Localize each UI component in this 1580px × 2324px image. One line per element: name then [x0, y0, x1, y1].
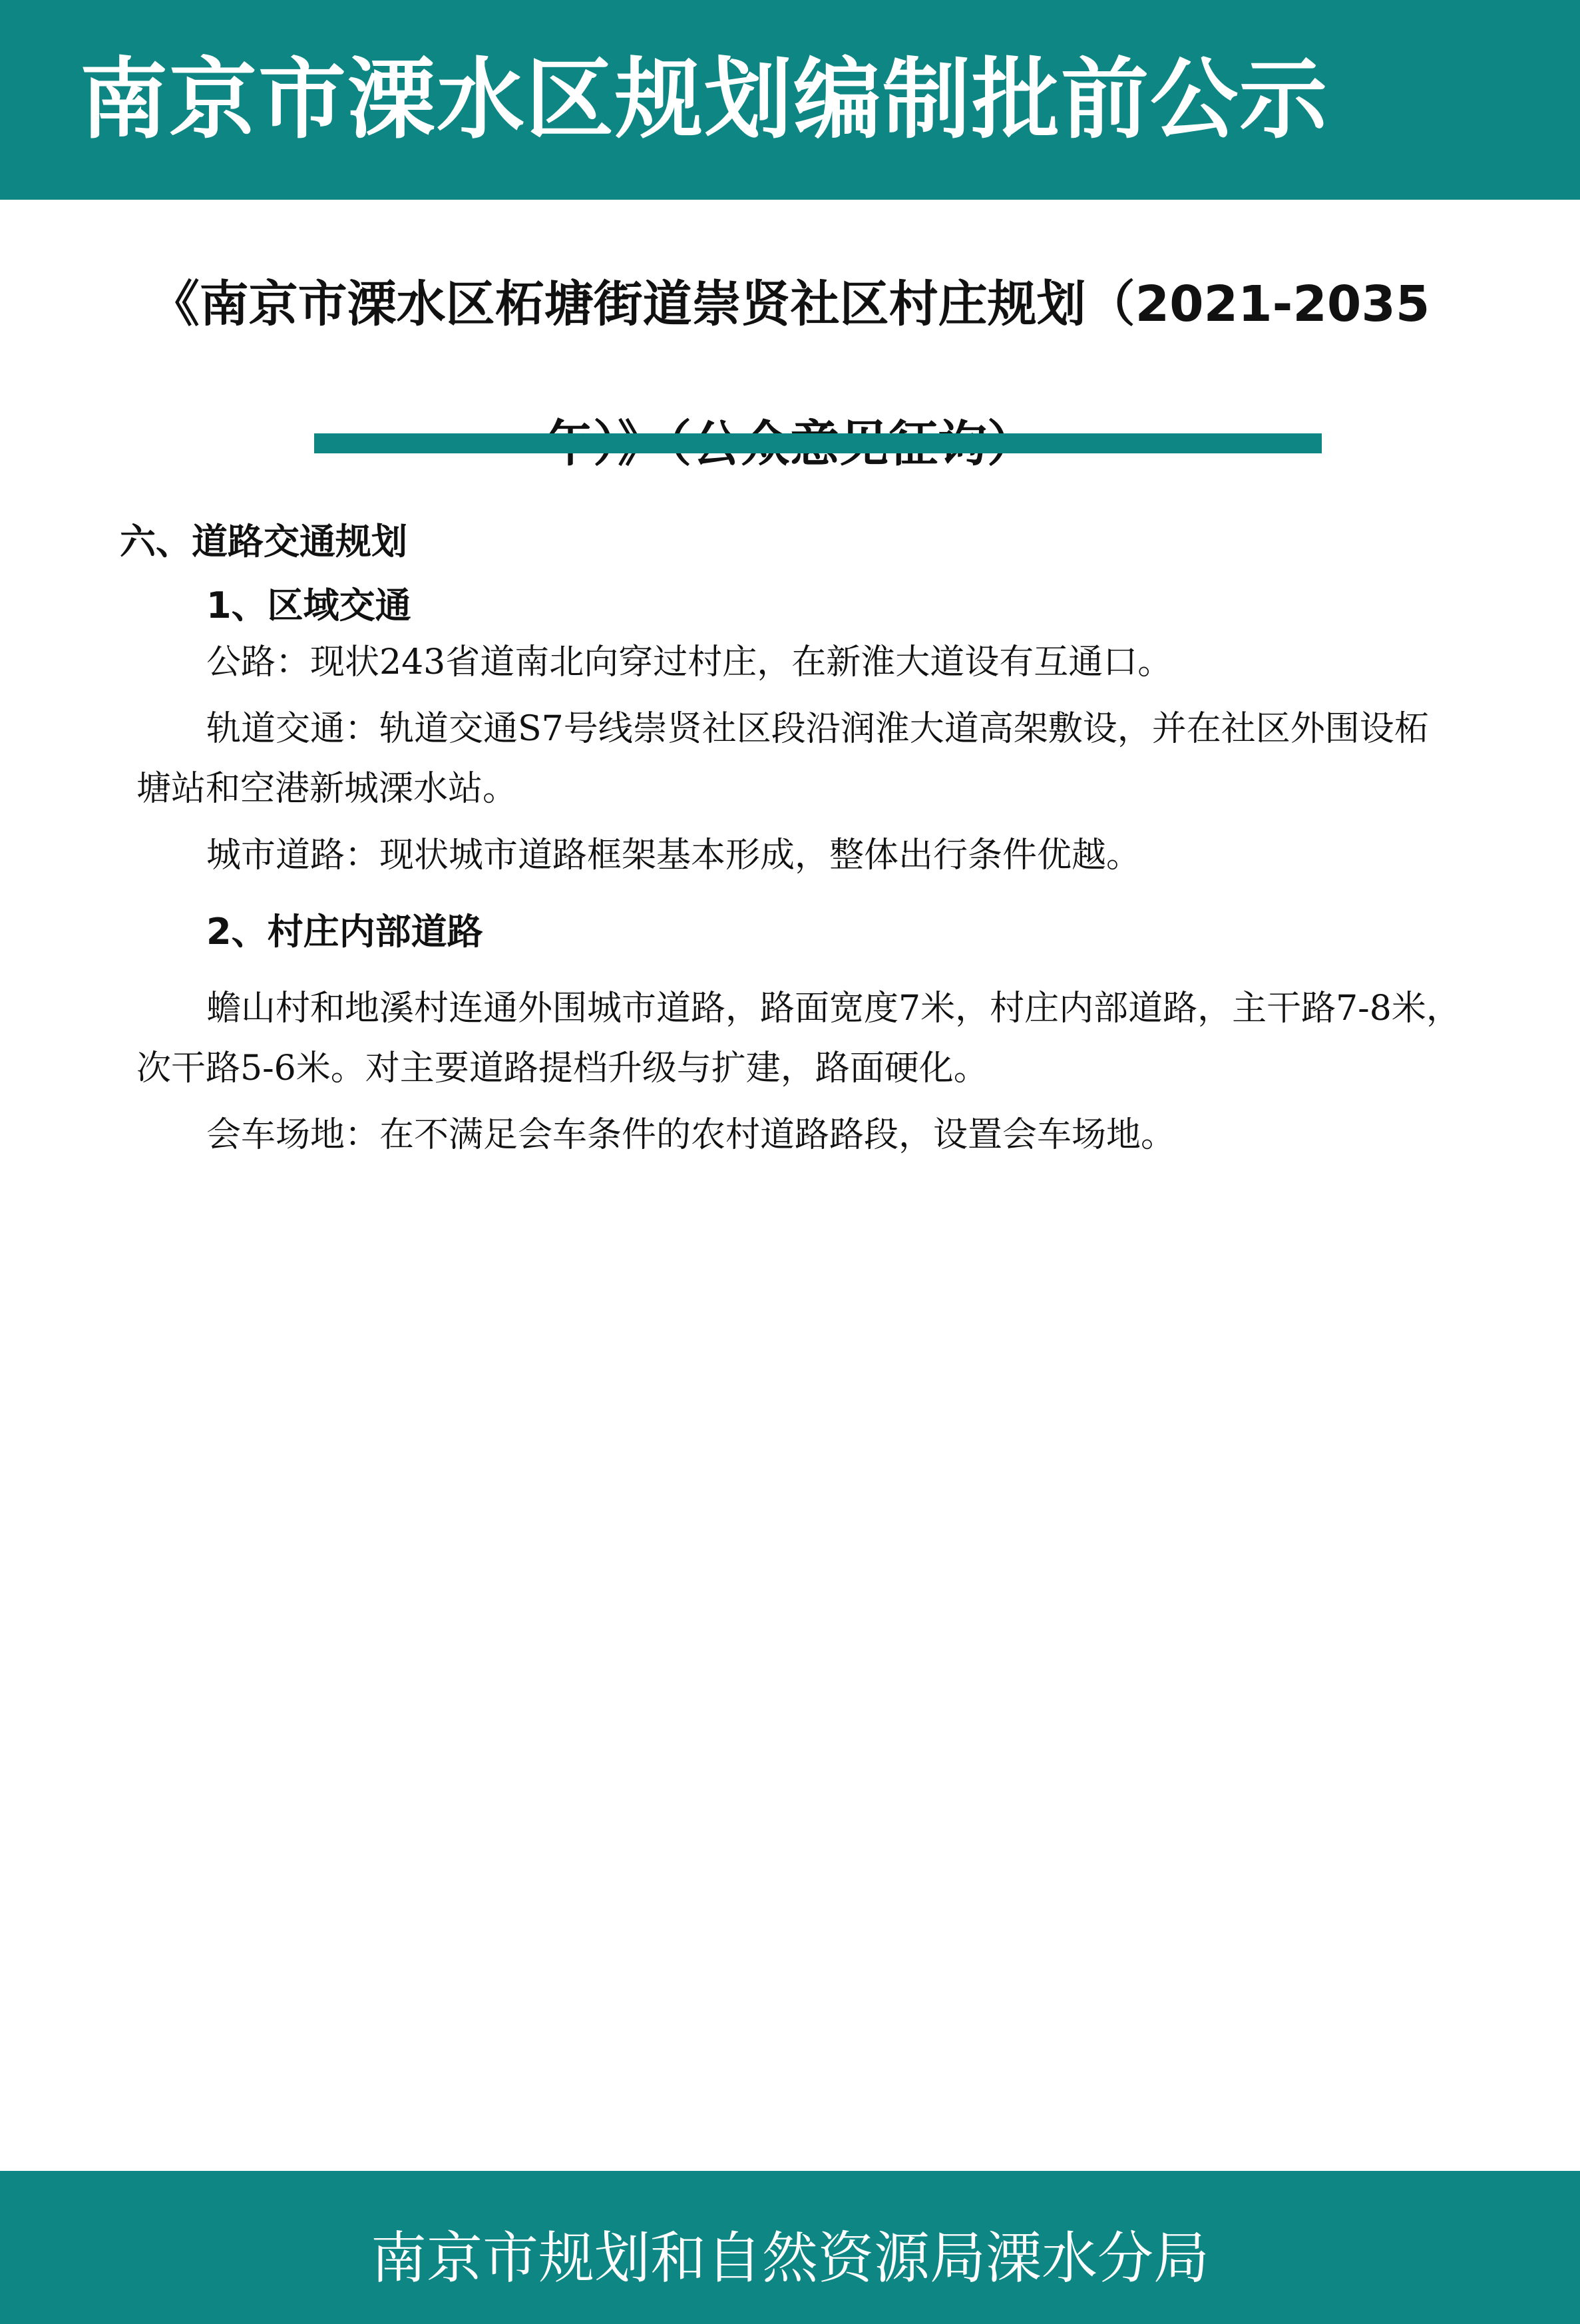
- document-title: 《南京市溧水区柘塘街道崇贤社区村庄规划（2021-2035: [150, 276, 1430, 333]
- paragraph: 公路：现状243省道南北向穿过村庄，在新淮大道设有互通口。: [206, 642, 1173, 682]
- paragraph: 蟾山村和地溪村连通外围城市道路，路面宽度7米，村庄内部道路，主干路7-8米，次干路5-6米。对主要道路提档升级与扩建，路面硬化。: [136, 989, 1461, 1088]
- paragraph: 会车场地：在不满足会车条件的农村道路路段，设置会车场地。: [206, 1115, 1176, 1155]
- section-heading: 六、道路交通规划: [120, 521, 407, 563]
- paragraph: 城市道路：现状城市道路框架基本形成，整体出行条件优越。: [206, 835, 1141, 875]
- subsection-heading: 2、村庄内部道路: [206, 911, 483, 953]
- subsection-heading: 1、区域交通: [206, 584, 411, 626]
- footer-issuer: 南京市规划和自然资源局溧水分局: [370, 2225, 1209, 2291]
- page-title: 南京市溧水区规划编制批前公示: [80, 49, 1328, 151]
- paragraph: 轨道交通：轨道交通S7号线崇贤社区段沿润淮大道高架敷设，并在社区外围设柘塘站和空港新城溧水站。: [136, 709, 1429, 809]
